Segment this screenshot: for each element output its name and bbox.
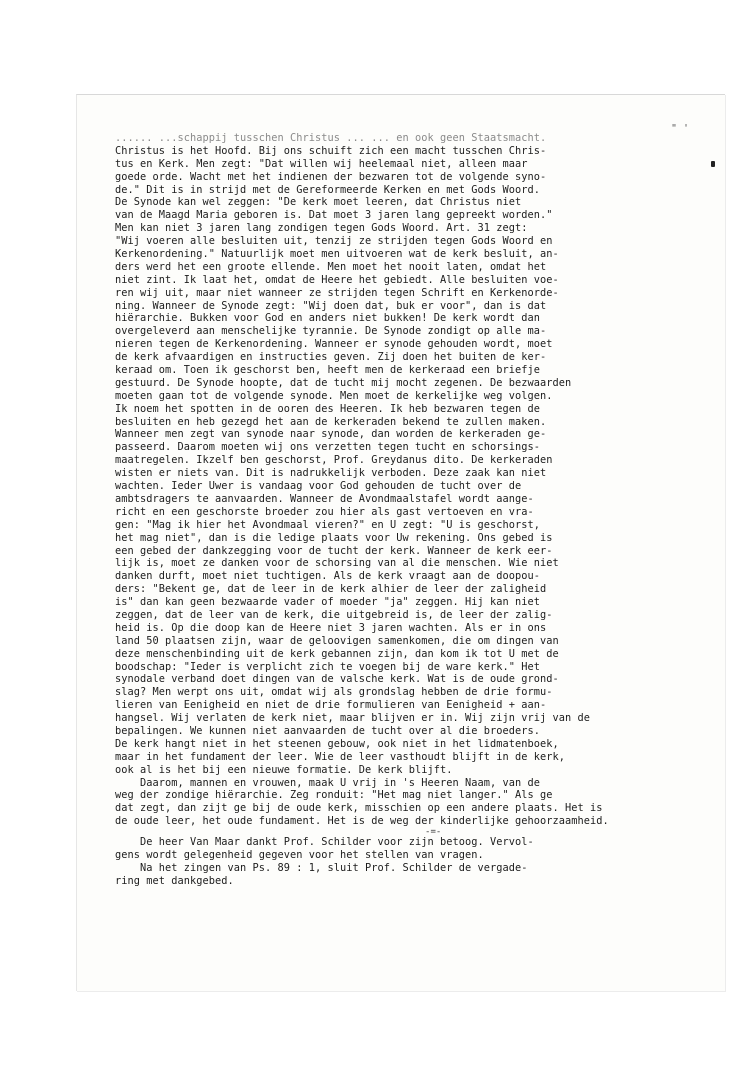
text-line: maatregelen. Ikzelf ben geschorst, Prof. Greydanus dito. De kerkeraden <box>115 454 553 467</box>
text-line: goede orde. Wacht met het indienen der bezwaren tot de volgende syno- <box>115 170 547 183</box>
text-line: ning. Wanneer de Synode zegt: "Wij doen dat, buk er voor", dan is dat <box>115 299 547 312</box>
text-line: gens wordt gelegenheid gegeven voor het stellen van vragen. <box>115 848 484 861</box>
text-line: niet zint. Ik laat het, omdat de Heere het gebiedt. Alle besluiten voe- <box>115 273 559 286</box>
text-line: een gebed der dankzegging voor de tucht der kerk. Wanneer de kerk eer- <box>115 544 553 557</box>
text-line: lijk is, moet ze danken voor de schorsing van al die menschen. Wie niet <box>115 557 559 570</box>
text-line: ...... ...schappij tusschen Christus ... ... en ook geen Staatsmacht. <box>115 132 547 144</box>
text-line: overgeleverd aan menschelijke tyrannie. De Synode zondigt op alle ma- <box>115 325 547 338</box>
text-line: keraad om. Toen ik geschorst ben, heeft men de kerkeraad een briefje <box>115 364 540 377</box>
text-line: passeerd. Daarom moeten wij ons verzetten tegen tucht en schorsings- <box>115 441 540 454</box>
text-line: maar in het fundament der leer. Wie de leer vasthoudt blijft in de kerk, <box>115 750 565 763</box>
text-line: gen: "Mag ik hier het Avondmaal vieren?" en U zegt: "U is geschorst, <box>115 518 540 531</box>
text-line: het mag niet", dan is die ledige plaats voor Uw rekening. Ons gebed is <box>115 531 553 544</box>
text-line: Daarom, mannen en vrouwen, maak U vrij in 's Heeren Naam, van de <box>115 776 540 789</box>
text-line: Na het zingen van Ps. 89 : 1, sluit Prof. Schilder de vergade- <box>115 861 528 874</box>
text-line: Wanneer men zegt van synode naar synode, dan worden de kerkeraden ge- <box>115 428 547 441</box>
text-line: ders werd het een groote ellende. Men moet het nooit laten, omdat het <box>115 260 547 273</box>
text-line: De kerk hangt niet in het steenen gebouw, ook niet in het lidmatenboek, <box>115 737 559 750</box>
text-line: wachten. Ieder Uwer is vandaag voor God gehouden de tucht over de <box>115 480 522 493</box>
text-line: De heer Van Maar dankt Prof. Schilder voor zijn betoog. Vervol- <box>115 836 534 849</box>
text-line: weg der zondige hiërarchie. Zeg ronduit: "Het mag niet langer." Als ge <box>115 789 553 802</box>
text-line: de oude leer, het oude fundament. Het is de weg der kinderlijke gehoorzaamheid. <box>115 815 609 828</box>
text-line: nieren tegen de Kerkenordening. Wanneer er synode gehouden wordt, moet <box>115 338 553 351</box>
text-line: hiërarchie. Bukken voor God en anders niet bukken! De kerk wordt dan <box>115 312 540 325</box>
text-line: richt en een geschorste broeder zou hier als gast vertoeven en vra- <box>115 505 534 518</box>
text-line: "Wij voeren alle besluiten uit, tenzij ze strijden tegen Gods Woord en <box>115 235 553 248</box>
text-line: wisten er niets van. Dit is nadrukkelijk verboden. Deze zaak kan niet <box>115 467 547 480</box>
text-line: land 50 plaatsen zijn, waar de geloovigen samenkomen, die om dingen van <box>115 634 559 647</box>
text-line: deze menschenbinding uit de kerk gebannen zijn, dan kom ik tot U met de <box>115 647 559 660</box>
paragraph-closing <box>115 836 715 888</box>
text-line: besluiten en heb gezegd het aan de kerkeraden bekend te zullen maken. <box>115 415 547 428</box>
text-line: Ik noem het spotten in de ooren des Heeren. Ik heb bezwaren tegen de <box>115 402 540 415</box>
text-line: boodschap: "Ieder is verplicht zich te voegen bij de ware kerk." Het <box>115 660 540 673</box>
text-line: Men kan niet 3 jaren lang zondigen tegen Gods Woord. Art. 31 zegt: <box>115 222 528 235</box>
text-line: hangsel. Wij verlaten de kerk niet, maar blijven er in. Wij zijn vrij van de <box>115 712 590 725</box>
text-line: ren wij uit, maar niet wanneer ze strijden tegen Schrift en Kerkenorde- <box>115 286 559 299</box>
text-line: gestuurd. De Synode hoopte, dat de tucht mij mocht zegenen. De bezwaarden <box>115 376 572 389</box>
text-line: lieren van Eenigheid en niet de drie formulieren van Eenigheid + aan- <box>115 699 547 712</box>
text-line: is" dan kan geen bezwaarde vader of moeder "ja" zeggen. Hij kan niet <box>115 596 540 609</box>
text-line: tus en Kerk. Men zegt: "Dat willen wij heelemaal niet, alleen maar <box>115 157 528 170</box>
text-line: ambtsdragers te aanvaarden. Wanneer de Avondmaalstafel wordt aange- <box>115 492 534 505</box>
paragraph-main <box>115 132 715 777</box>
text-line: Christus is het Hoofd. Bij ons schuift zich een macht tusschen Chris- <box>115 144 547 157</box>
text-line: De Synode kan wel zeggen: "De kerk moet leeren, dat Christus niet <box>115 196 522 209</box>
text-line: zeggen, dat de leer van de kerk, die uitgebreid is, de leer der zalig- <box>115 608 553 621</box>
text-line: ders: "Bekent ge, dat de leer in de kerk alhier de leer der zaligheid <box>115 583 547 596</box>
text-line: de." Dit is in strijd met de Gereformeerde Kerken en met Gods Woord. <box>115 183 540 196</box>
text-line: slag? Men werpt ons uit, omdat wij als grondslag hebben de drie formu- <box>115 686 553 699</box>
text-line: de kerk afvaardigen en instructies geven. Zij doen het buiten de ker- <box>115 351 547 364</box>
document-body <box>115 132 715 888</box>
text-line: van de Maagd Maria geboren is. Dat moet 3 jaren lang gepreekt worden." <box>115 209 553 222</box>
text-line: heid is. Op die doop kan de Heere niet 3 jaren wachten. Als er in ons <box>115 621 547 634</box>
text-line: dat zegt, dan zijt ge bij de oude kerk, misschien op een andere plaats. Het is <box>115 802 603 815</box>
document-page <box>76 94 725 991</box>
text-line: Kerkenordening." Natuurlijk moet men uitvoeren wat de kerk besluit, an- <box>115 248 559 261</box>
text-line: bepalingen. We kunnen niet aanvaarden de tucht over al die broeders. <box>115 724 540 737</box>
text-line: ook al is het bij een nieuwe formatie. De kerk blijft. <box>115 763 453 776</box>
separator: -=- <box>425 827 442 838</box>
text-line: moeten gaan tot de volgende synode. Men moet de kerkelijke weg volgen. <box>115 389 553 402</box>
text-line: synodale verband doet dingen van de valsche kerk. Wat is de oude grond- <box>115 673 559 686</box>
corner-marks: " ' <box>670 123 689 134</box>
paragraph-appeal <box>115 777 715 829</box>
text-line: danken durft, moet niet tuchtigen. Als de kerk vraagt aan de doopou- <box>115 570 540 583</box>
text-line: ring met dankgebed. <box>115 874 234 887</box>
